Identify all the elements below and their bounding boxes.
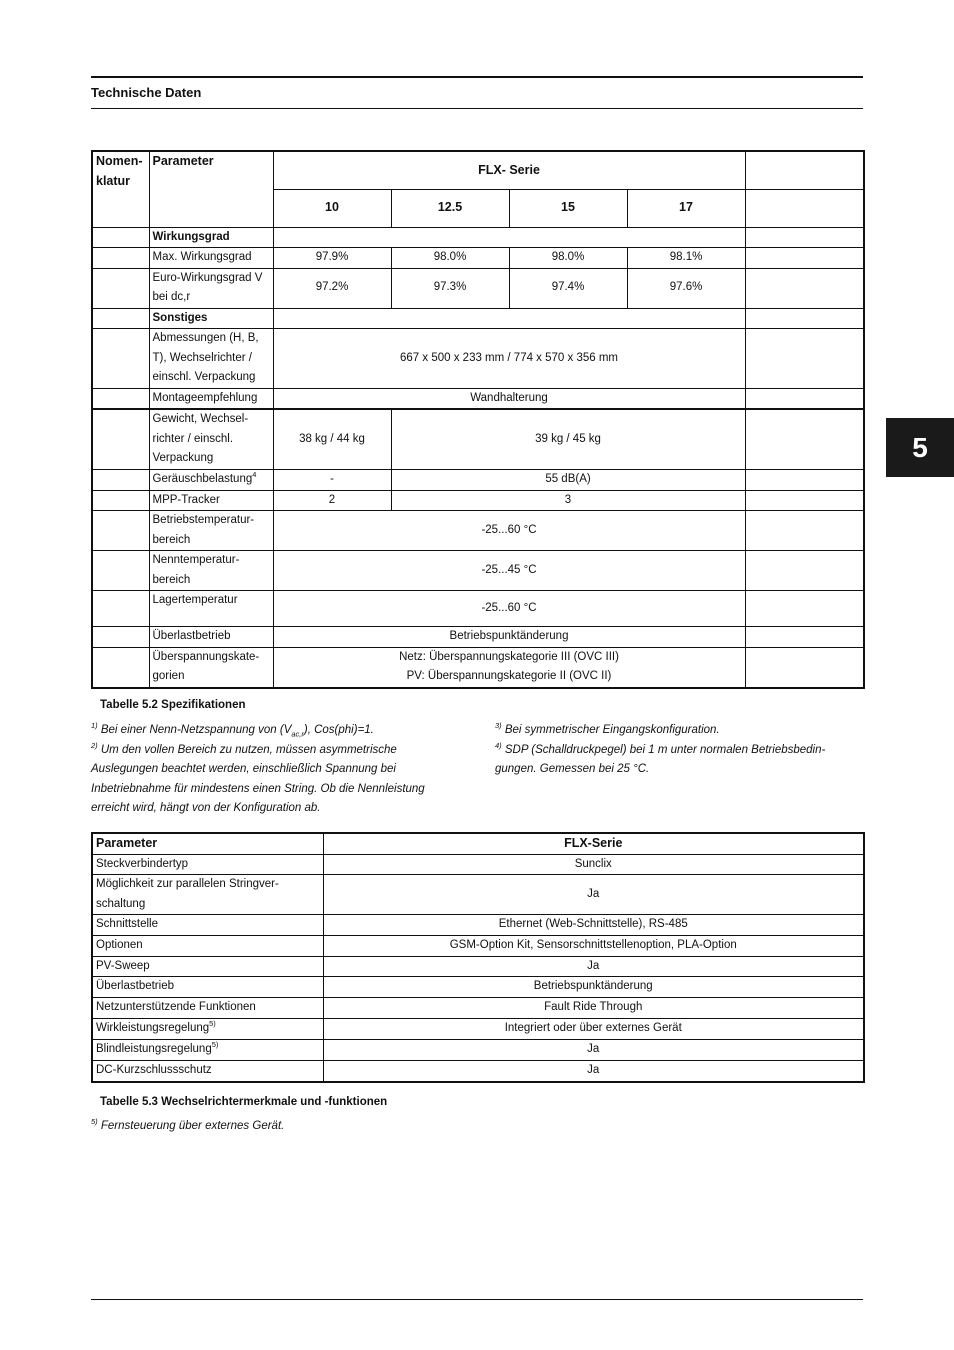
param-value: Ethernet (Web-Schnittstelle), RS-485 [323,915,864,936]
param-euro-wirkungsgrad: Euro-Wirkungsgrad V bei dc,r [149,268,273,308]
table-caption: Tabelle 5.2 Spezifikationen [100,699,246,711]
header-rule-bottom [91,108,863,109]
param-value: GSM-Option Kit, Sensorschnittstellenoption, PLA-Option [323,935,864,956]
param-value: Ja [323,956,864,977]
param-lagertemp: Lagertemperatur [149,591,273,627]
footnote-2: $^{2)}$ Um den vollen Bereich zu nutzen, müssen asymmetrische Auslegungen beachtet werden, einschließlich Spannung bei Inbetriebnahme für mindestens einen String. Ob die Nennleistung erreicht wird, hängt von der Konfiguration ab. [91,740,425,814]
param-mpp: MPP-Tracker [149,490,273,511]
param-label: DC-Kurzschlussschutz [92,1061,323,1082]
value-cell: 98.1% [627,248,745,269]
value-cell: 97.9% [273,248,391,269]
param-abmessungen: Abmessungen (H, B, T), Wechselrichter / einschl. Verpackung [149,329,273,389]
model-header: 17 [627,189,745,227]
value-cell: 3 [391,490,745,511]
param-montage: Montageempfehlung [149,388,273,409]
footnotes-right [495,721,845,780]
footnote-1: $^{1)}$ Bei einer Nenn-Netzspannung von $(V_{ac,r})$, Cos(phi)=1. [91,721,374,739]
param-ueberlast: Überlastbetrieb [149,627,273,648]
param-geraeusch: Geräuschbelastung$^4$ [149,469,273,490]
col-header-nomenklatur: Nomen- klatur [92,151,149,227]
param-value: Ja [323,875,864,915]
param-value: Betriebspunktänderung [323,977,864,998]
footnote-5: $^{5)}$ Fernsteuerung über externes Gerät. [91,1117,285,1132]
param-value: Integriert oder über externes Gerät [323,1019,864,1040]
param-value: Ja [323,1040,864,1061]
value-cell [273,647,745,688]
value-cell: 97.4% [509,268,627,308]
spec-table [91,150,865,689]
value-cell: Wandhalterung [273,388,745,409]
param-gewicht: Gewicht, Wechsel-richter / einschl. Verpackung [149,409,273,469]
value-cell: 97.6% [627,268,745,308]
param-value: Fault Ride Through [323,998,864,1019]
value-cell: 98.0% [391,248,509,269]
chapter-tab: 5 [886,418,954,477]
model-header: 10 [273,189,391,227]
model-header: 12.5 [391,189,509,227]
param-label: Wirkleistungsregelung$^{5)}$ [92,1019,323,1040]
param-betriebstemp: Betriebstemperatur-bereich [149,511,273,551]
param-label: Netzunterstützende Funktionen [92,998,323,1019]
col-header-parameter: Parameter [92,833,323,854]
section-wirkungsgrad: Wirkungsgrad [149,227,273,248]
param-label: Steckverbindertyp [92,854,323,875]
series-header: FLX- Serie [273,151,745,189]
param-label: Überlastbetrieb [92,977,323,998]
col-header-parameter: Parameter [149,151,273,227]
table-caption: Tabelle 5.3 Wechselrichtermerkmale und -funktionen [100,1096,388,1108]
page-header-title: Technische Daten [91,85,202,100]
value-cell: 97.2% [273,268,391,308]
col-header-series: FLX-Serie [323,833,864,854]
footnotes-bottom [91,1117,491,1137]
param-max-wirkungsgrad: Max. Wirkungsgrad [149,248,273,269]
value-cell: -25...60 °C [273,511,745,551]
value-cell: 38 kg / 44 kg [273,409,391,469]
model-header: 15 [509,189,627,227]
header-rule-top [91,76,863,78]
empty-cell [745,151,864,189]
value-cell: 2 [273,490,391,511]
features-table [91,832,865,1083]
param-nenntemp: Nenntemperatur-bereich [149,551,273,591]
value-cell: 98.0% [509,248,627,269]
param-value: Ja [323,1061,864,1082]
value-cell: 55 dB(A) [391,469,745,490]
param-label: Möglichkeit zur parallelen Stringver-schaltung [92,875,323,915]
value-cell: -25...60 °C [273,591,745,627]
footer-rule [91,1299,863,1300]
value-cell: 667 x 500 x 233 mm / 774 x 570 x 356 mm [273,329,745,389]
footnote-4: $^{4)}$ SDP (Schalldruckpegel) bei 1 m unter normalen Betriebsbedin-gungen. Gemessen bei 25 °C. [495,740,826,775]
value-cell: - [273,469,391,490]
param-label: Schnittstelle [92,915,323,936]
empty-cell [745,189,864,227]
value-cell: 39 kg / 45 kg [391,409,745,469]
value-cell: 97.3% [391,268,509,308]
footnotes-left [91,721,441,819]
param-ueberspannung: Überspannungskate-gorien [149,647,273,688]
param-label: PV-Sweep [92,956,323,977]
param-label: Optionen [92,935,323,956]
ovc-line-1: Netz: Überspannungskategorie III (OVC III) [399,650,619,663]
footnote-3: $^{3)}$ Bei symmetrischer Eingangskonfiguration. [495,721,720,736]
value-cell: -25...45 °C [273,551,745,591]
param-label: Blindleistungsregelung$^{5)}$ [92,1040,323,1061]
ovc-line-2: PV: Überspannungskategorie II (OVC II) [406,670,612,682]
param-value: Sunclix [323,854,864,875]
section-sonstiges: Sonstiges [149,308,273,329]
value-cell: Betriebspunktänderung [273,627,745,648]
